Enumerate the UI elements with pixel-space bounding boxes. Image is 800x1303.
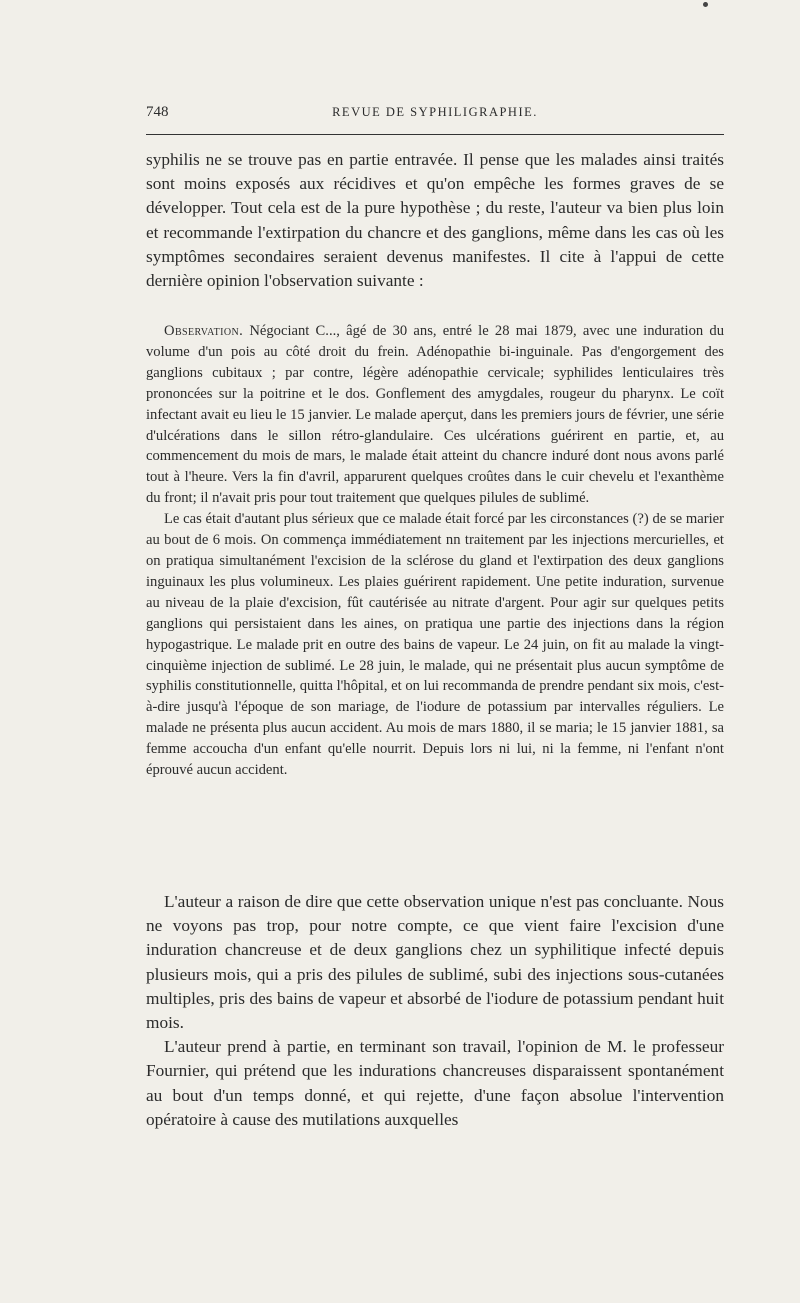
observation-paragraph-2: Le cas était d'autant plus sérieux que ce malade était forcé par les circonstances (?) de se marier au bout de 6 mois. On commença immédiatement nn traitement par les injections mercurielles, et on pratiqua simultanément l'excision de la sclérose du gland et l'extirpation des deux ganglions inguinaux les plus volumineux. Les plaies guérirent rapidement. Une petite induration, survenue au niveau de la plaie d'excision, fût cautérisée au nitrate d'argent. Pour agir sur quelques petits ganglions qui persistaient dans les aines, on pratiqua une partie des injections dans la région hypogastrique. Le malade prit en outre des bains de vapeur. Le 24 juin, on fit au malade la vingt-cinquième injection de sublimé. Le 28 juin, le malade, qui ne présentait plus aucun symptôme de syphilis constitutionnelle, quitta l'hôpital, et on lui recommanda de prendre pendant six mois, c'est-à-dire jusqu'à l'époque de son mariage, de l'iodure de potassium par intervalles réguliers. Le malade ne présenta plus aucun accident. Au mois de mars 1880, il se maria; le 15 janvier 1881, sa femme accoucha d'un enfant qu'elle nourrit. Depuis lors ni lui, ni la femme, ni l'enfant n'ont éprouvé aucun accident. <box>146 511 724 779</box>
conclusion-paragraph-2: L'auteur prend à partie, en terminant son travail, l'opinion de M. le professeur Fournier, qui prétend que les indurations chancreuses disparaissent spontanément au bout d'un temps donné, et qui rejette, d'une façon absolue l'intervention opératoire à cause des mutilations auxquelles <box>146 1037 724 1129</box>
page-header <box>146 104 724 126</box>
header-rule <box>146 134 724 135</box>
page-number: 748 <box>146 104 169 120</box>
conclusion-block <box>146 890 724 1132</box>
intro-paragraph: syphilis ne se trouve pas en partie entravée. Il pense que les malades ainsi traités sont moins exposés aux récidives et qu'on empêche les formes graves de se développer. Tout cela est de la pure hypothèse ; du reste, l'auteur va bien plus loin et recommande l'extirpation du chancre et des ganglions, même dans les cas où les symptômes secondaires seraient devenus manifestes. Il cite à l'appui de cette dernière opinion l'observation suivante : <box>146 150 724 291</box>
conclusion-paragraph-1: L'auteur a raison de dire que cette observation unique n'est pas concluante. Nous ne voyons pas trop, pour notre compte, ce que vient faire l'excision d'une induration chancreuse et de deux ganglions chez un syphilitique infecté depuis plusieurs mois, qui a pris des pilules de sublimé, subi des injections sous-cutanées multiples, pris des bains de vapeur et absorbé de l'iodure de potassium pendant huit mois. <box>146 892 724 1033</box>
observation-block <box>146 321 724 781</box>
observation-paragraph-1 <box>146 321 724 509</box>
observation-text-1: Négociant C..., âgé de 30 ans, entré le 28 mai 1879, avec une induration du volume d'un pois au côté droit du frein. Adénopathie bi-inguinale. Pas d'engorgement des ganglions cubitaux ; par contre, légère adénopathie cervicale; syphilides lenticulaires très prononcées sur la poitrine et le dos. Gonflement des amygdales, rougeur du pharynx. Le coït infectant avait eu lieu le 15 janvier. Le malade aperçut, dans les premiers jours de février, une série d'ulcérations dans le sillon rétro-glandulaire. Ces ulcérations guérirent en partie, et, au commencement du mois de mars, le malade était atteint du chancre induré dont nous avons parlé tout à l'heure. Vers la fin d'avril, apparurent quelques croûtes dans le cuir chevelu et l'exanthème du front; il n'avait pris pour tout traitement que quelques pilules de sublimé. <box>146 323 724 507</box>
observation-label: Observation. <box>164 323 244 339</box>
ink-speck <box>703 2 708 7</box>
running-title: REVUE DE SYPHILIGRAPHIE. <box>332 105 538 119</box>
